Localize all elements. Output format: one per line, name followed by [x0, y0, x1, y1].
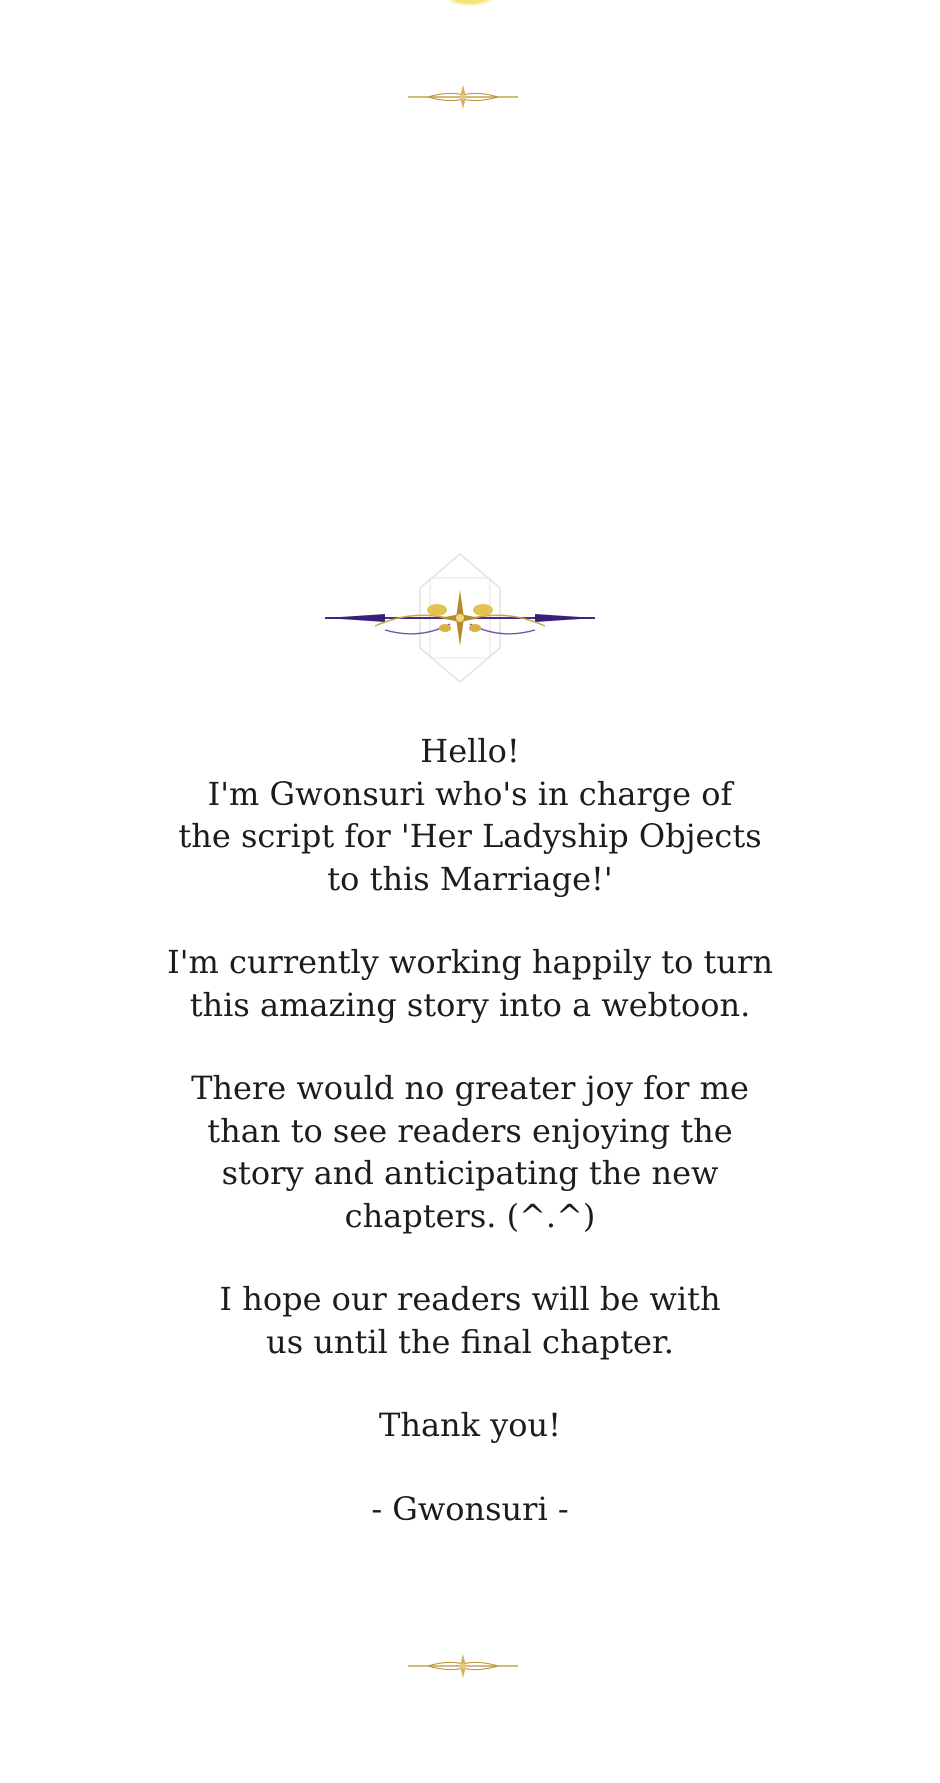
letter-line: us until the final chapter. — [266, 1322, 674, 1361]
letter-paragraph-greeting — [0, 730, 940, 900]
small-gold-ornament-top — [408, 83, 518, 113]
small-gold-ornament-bottom — [408, 1652, 518, 1682]
author-letter — [0, 730, 940, 1530]
letter-line: Thank you! — [378, 1406, 561, 1444]
letter-line: than to see readers enjoying the — [207, 1111, 733, 1150]
letter-line: this amazing story into a webtoon. — [189, 985, 751, 1024]
author-signature: - Gwonsuri - — [371, 1489, 569, 1528]
letter-line: I hope our readers will be with — [219, 1280, 721, 1318]
letter-line: chapters. (^.^) — [344, 1196, 596, 1235]
letter-line: to this Marriage!' — [327, 859, 613, 898]
top-light-glow — [445, 0, 495, 6]
letter-line: I'm currently working happily to turn — [167, 943, 773, 981]
letter-line: story and anticipating the new — [221, 1154, 719, 1192]
letter-line: the script for 'Her Ladyship Objects — [178, 817, 762, 855]
letter-paragraph-hope — [0, 1278, 940, 1363]
letter-line: There would no greater joy for me — [191, 1069, 749, 1107]
letter-paragraph-thanks — [0, 1404, 940, 1447]
letter-paragraph-working — [0, 941, 940, 1026]
letter-line: Hello! — [420, 732, 520, 770]
central-crest-ornament — [325, 548, 595, 688]
letter-line: I'm Gwonsuri who's in charge of — [207, 774, 733, 813]
letter-paragraph-joy — [0, 1067, 940, 1237]
